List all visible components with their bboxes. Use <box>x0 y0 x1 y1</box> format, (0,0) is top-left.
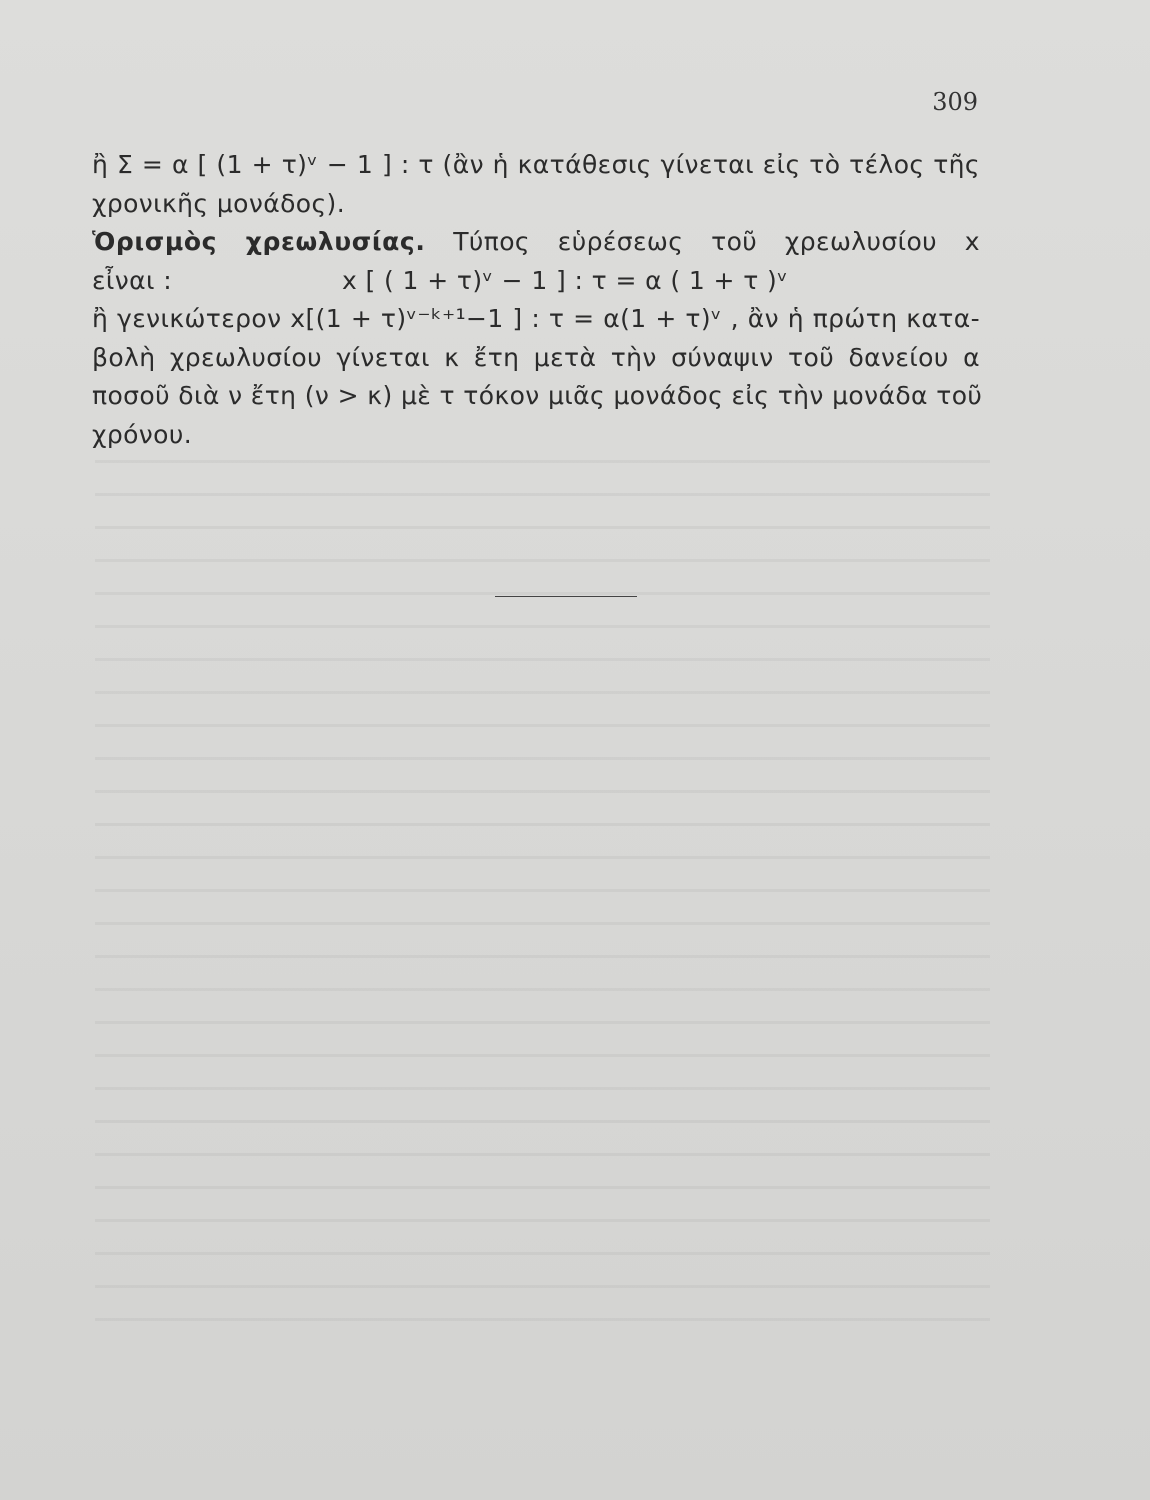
formula-annuity: x [ ( 1 + τ)ᵛ − 1 ] : τ = α ( 1 + τ )ᵛ <box>342 265 789 295</box>
show-through-text <box>95 430 990 1330</box>
paragraph-2-line-1 <box>92 223 980 262</box>
paragraph-2-line-6: χρόνου. <box>92 419 193 449</box>
paragraph-1-line-1: ἢ Σ = α [ (1 + τ)ᵛ − 1 ] : τ (ἂν ἡ κατάθεσις γίνεται εἰς τὸ τέλος τῆς <box>92 150 980 179</box>
paragraph-2-line-2 <box>92 262 980 301</box>
section-divider <box>495 596 637 597</box>
paragraph-2-line-3: ἢ γενικώτερον x[(1 + τ)ᵛ⁻ᵏ⁺¹−1 ] : τ = α(1 + τ)ᵛ , ἂν ἡ πρώτη κατα- <box>92 304 980 333</box>
paragraph-2-line-4: βολὴ χρεωλυσίου γίνεται κ ἔτη μετὰ τὴν σύναψιν τοῦ δανείου α <box>92 342 980 372</box>
paragraph-2-line-1-text: Τύπος εὑρέσεως τοῦ χρεωλυσίου x <box>425 227 980 256</box>
section-heading: Ὁρισμὸς χρεωλυσίας. <box>92 227 426 256</box>
page-number: 309 <box>932 88 978 116</box>
paragraph-1-line-2: χρονικῆς μονάδος). <box>92 188 346 218</box>
paragraph-2-line-5: ποσοῦ διὰ ν ἔτη (ν > κ) μὲ τ τόκον μιᾶς μονάδος εἰς τὴν μονάδα τοῦ <box>92 381 983 410</box>
paragraph-2-line-2-label: εἶναι : <box>92 265 173 295</box>
main-text <box>92 146 983 454</box>
